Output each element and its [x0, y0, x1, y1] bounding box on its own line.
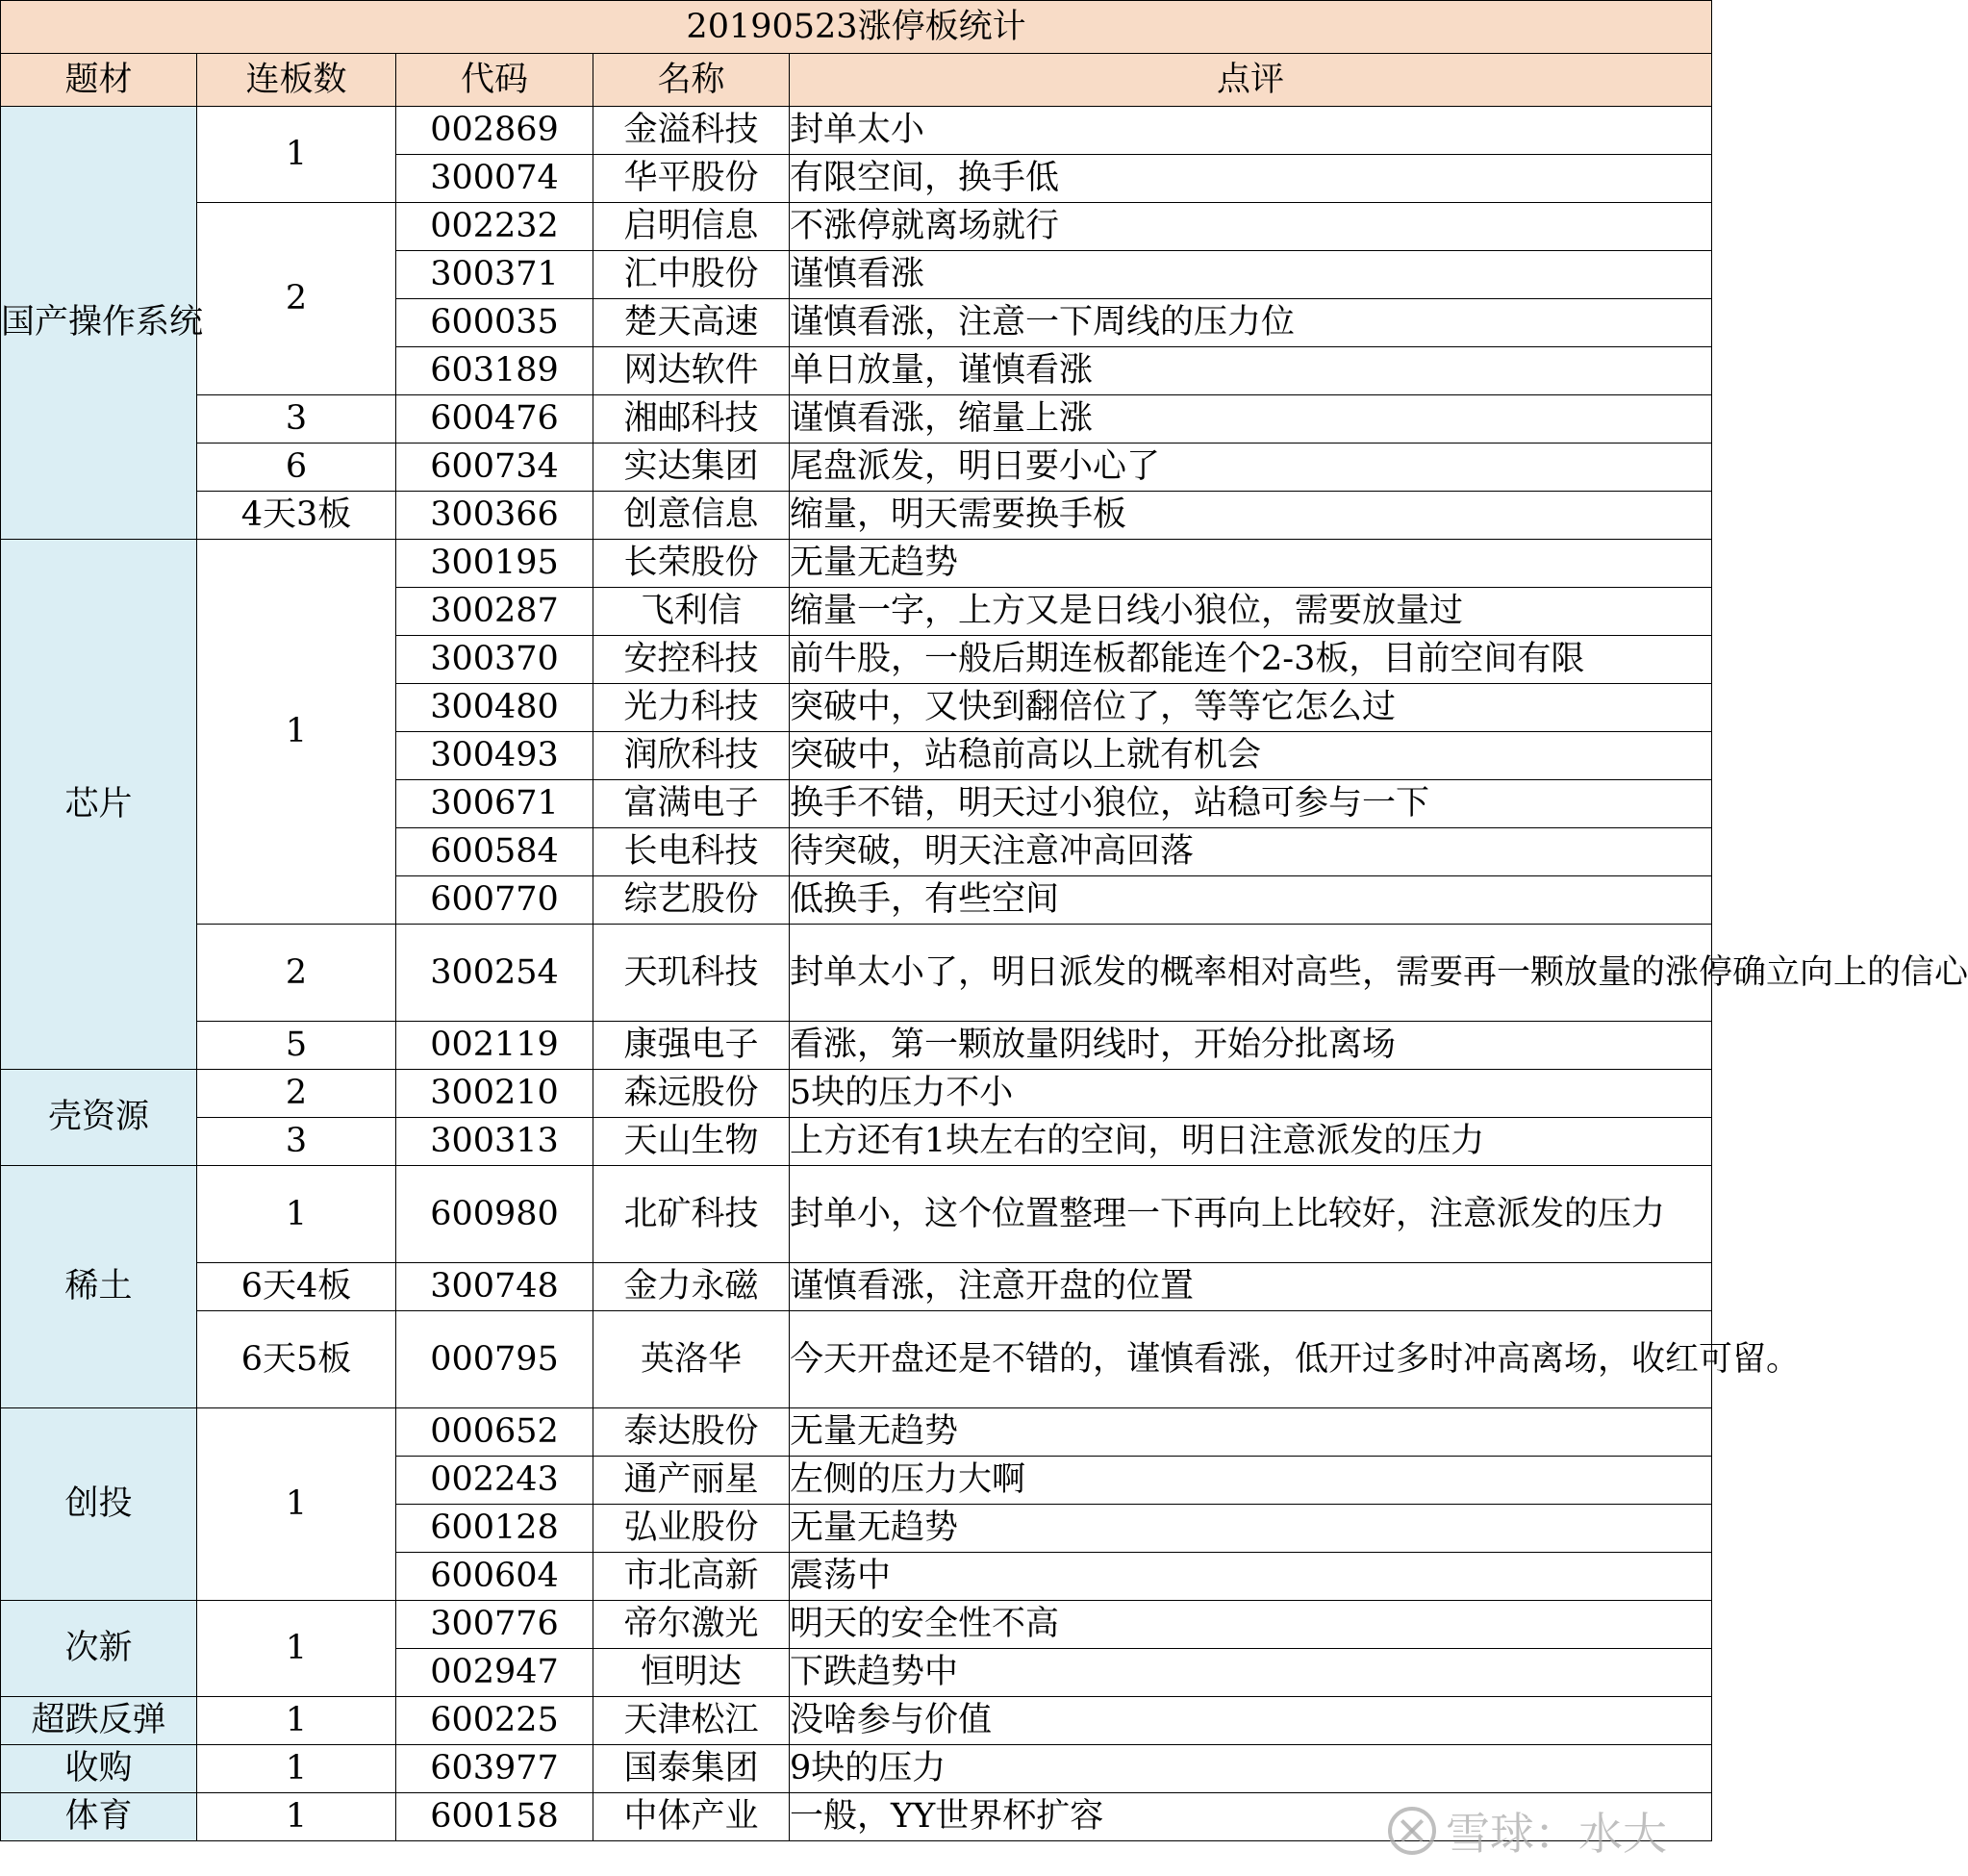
comment-cell: 突破中，站稳前高以上就有机会: [790, 732, 1712, 780]
boards-cell: 6天5板: [197, 1311, 396, 1408]
comment-cell: 缩量一字，上方又是日线小狼位，需要放量过: [790, 588, 1712, 636]
code-cell: 300671: [396, 780, 593, 828]
name-cell: 北矿科技: [593, 1166, 790, 1263]
table-row: [1, 444, 1712, 492]
comment-cell: 换手不错，明天过小狼位，站稳可参与一下: [790, 780, 1712, 828]
header-code: 代码: [396, 54, 593, 107]
comment-cell: 谨慎看涨，缩量上涨: [790, 395, 1712, 444]
comment-cell: 无量无趋势: [790, 1505, 1712, 1553]
boards-cell: 5: [197, 1022, 396, 1070]
code-cell: 600158: [396, 1793, 593, 1841]
name-cell: 长电科技: [593, 828, 790, 876]
table-row: [1, 1601, 1712, 1649]
code-cell: 000652: [396, 1408, 593, 1457]
code-cell: 300493: [396, 732, 593, 780]
table-row: [1, 1793, 1712, 1841]
table-row: [1, 1311, 1712, 1408]
boards-cell: 3: [197, 1118, 396, 1166]
name-cell: 湘邮科技: [593, 395, 790, 444]
code-cell: 300480: [396, 684, 593, 732]
comment-cell: 谨慎看涨，注意一下周线的压力位: [790, 299, 1712, 347]
name-cell: 帝尔激光: [593, 1601, 790, 1649]
name-cell: 国泰集团: [593, 1745, 790, 1793]
code-cell: 600584: [396, 828, 593, 876]
theme-cell: 体育: [1, 1793, 197, 1841]
table-row: [1, 1745, 1712, 1793]
boards-cell: 1: [197, 107, 396, 203]
comment-cell: 无量无趋势: [790, 540, 1712, 588]
table-row: [1, 1697, 1712, 1745]
table-row: [1, 1022, 1712, 1070]
table-row: [1, 492, 1712, 540]
comment-cell: 今天开盘还是不错的，谨慎看涨，低开过多时冲高离场，收红可留。: [790, 1311, 1712, 1408]
name-cell: 康强电子: [593, 1022, 790, 1070]
name-cell: 金溢科技: [593, 107, 790, 155]
boards-cell: 1: [197, 1697, 396, 1745]
table-row: [1, 925, 1712, 1022]
code-cell: 300313: [396, 1118, 593, 1166]
table-row: [1, 1263, 1712, 1311]
theme-cell: 芯片: [1, 540, 197, 1070]
code-cell: 600035: [396, 299, 593, 347]
name-cell: 英洛华: [593, 1311, 790, 1408]
code-cell: 002869: [396, 107, 593, 155]
theme-cell: 稀土: [1, 1166, 197, 1408]
boards-cell: 1: [197, 1408, 396, 1601]
comment-cell: 下跌趋势中: [790, 1649, 1712, 1697]
code-cell: 300210: [396, 1070, 593, 1118]
code-cell: 603977: [396, 1745, 593, 1793]
header-theme: 题材: [1, 54, 197, 107]
name-cell: 恒明达: [593, 1649, 790, 1697]
comment-cell: 前牛股，一般后期连板都能连个2-3板，目前空间有限: [790, 636, 1712, 684]
header-comment: 点评: [790, 54, 1712, 107]
name-cell: 天津松江: [593, 1697, 790, 1745]
boards-cell: 2: [197, 1070, 396, 1118]
header-row: [1, 54, 1712, 107]
table-row: [1, 1408, 1712, 1457]
header-boards: 连板数: [197, 54, 396, 107]
code-cell: 600980: [396, 1166, 593, 1263]
comment-cell: 看涨，第一颗放量阴线时，开始分批离场: [790, 1022, 1712, 1070]
name-cell: 飞利信: [593, 588, 790, 636]
table-row: [1, 1118, 1712, 1166]
theme-cell: 收购: [1, 1745, 197, 1793]
comment-cell: 封单小，这个位置整理一下再向上比较好，注意派发的压力: [790, 1166, 1712, 1263]
name-cell: 华平股份: [593, 155, 790, 203]
theme-cell: 创投: [1, 1408, 197, 1601]
boards-cell: 1: [197, 1601, 396, 1697]
name-cell: 市北高新: [593, 1553, 790, 1601]
name-cell: 天山生物: [593, 1118, 790, 1166]
comment-cell: 封单太小了，明日派发的概率相对高些，需要再一颗放量的涨停确立向上的信心: [790, 925, 1712, 1022]
comment-cell: 9块的压力: [790, 1745, 1712, 1793]
name-cell: 泰达股份: [593, 1408, 790, 1457]
name-cell: 启明信息: [593, 203, 790, 251]
boards-cell: 1: [197, 1166, 396, 1263]
name-cell: 创意信息: [593, 492, 790, 540]
code-cell: 300370: [396, 636, 593, 684]
name-cell: 弘业股份: [593, 1505, 790, 1553]
name-cell: 综艺股份: [593, 876, 790, 925]
boards-cell: 1: [197, 1745, 396, 1793]
boards-cell: 3: [197, 395, 396, 444]
table-row: [1, 395, 1712, 444]
code-cell: 300371: [396, 251, 593, 299]
table-row: [1, 1166, 1712, 1263]
comment-cell: 震荡中: [790, 1553, 1712, 1601]
comment-cell: 谨慎看涨: [790, 251, 1712, 299]
comment-cell: 无量无趋势: [790, 1408, 1712, 1457]
comment-cell: 不涨停就离场就行: [790, 203, 1712, 251]
name-cell: 汇中股份: [593, 251, 790, 299]
code-cell: 002947: [396, 1649, 593, 1697]
comment-cell: 明天的安全性不高: [790, 1601, 1712, 1649]
boards-cell: 1: [197, 540, 396, 925]
comment-cell: 没啥参与价值: [790, 1697, 1712, 1745]
comment-cell: 待突破，明天注意冲高回落: [790, 828, 1712, 876]
code-cell: 600770: [396, 876, 593, 925]
name-cell: 楚天高速: [593, 299, 790, 347]
code-cell: 002232: [396, 203, 593, 251]
comment-cell: 尾盘派发，明日要小心了: [790, 444, 1712, 492]
code-cell: 000795: [396, 1311, 593, 1408]
comment-cell: 单日放量，谨慎看涨: [790, 347, 1712, 395]
code-cell: 300287: [396, 588, 593, 636]
code-cell: 300776: [396, 1601, 593, 1649]
name-cell: 润欣科技: [593, 732, 790, 780]
comment-cell: 缩量，明天需要换手板: [790, 492, 1712, 540]
title-row: [1, 1, 1712, 54]
header-name: 名称: [593, 54, 790, 107]
boards-cell: 6: [197, 444, 396, 492]
name-cell: 实达集团: [593, 444, 790, 492]
code-cell: 600604: [396, 1553, 593, 1601]
table-title: 20190523涨停板统计: [1, 1, 1712, 54]
name-cell: 长荣股份: [593, 540, 790, 588]
boards-cell: 2: [197, 203, 396, 395]
theme-cell: 次新: [1, 1601, 197, 1697]
code-cell: 300748: [396, 1263, 593, 1311]
code-cell: 300254: [396, 925, 593, 1022]
comment-cell: 低换手，有些空间: [790, 876, 1712, 925]
code-cell: 300074: [396, 155, 593, 203]
table-row: [1, 107, 1712, 155]
theme-cell: 壳资源: [1, 1070, 197, 1166]
name-cell: 中体产业: [593, 1793, 790, 1841]
theme-cell: 超跌反弹: [1, 1697, 197, 1745]
comment-cell: 谨慎看涨，注意开盘的位置: [790, 1263, 1712, 1311]
comment-cell: 5块的压力不小: [790, 1070, 1712, 1118]
watermark-text: 雪球：水大: [1446, 1808, 1667, 1860]
theme-cell: 国产操作系统: [1, 107, 197, 540]
code-cell: 600225: [396, 1697, 593, 1745]
boards-cell: 1: [197, 1793, 396, 1841]
comment-cell: 有限空间，换手低: [790, 155, 1712, 203]
comment-cell: 封单太小: [790, 107, 1712, 155]
name-cell: 金力永磁: [593, 1263, 790, 1311]
code-cell: 300195: [396, 540, 593, 588]
comment-cell: 上方还有1块左右的空间，明日注意派发的压力: [790, 1118, 1712, 1166]
code-cell: 600128: [396, 1505, 593, 1553]
name-cell: 安控科技: [593, 636, 790, 684]
table-row: [1, 540, 1712, 588]
name-cell: 森远股份: [593, 1070, 790, 1118]
code-cell: 603189: [396, 347, 593, 395]
comment-cell: 一般，YY世界杯扩容: [790, 1793, 1712, 1841]
code-cell: 300366: [396, 492, 593, 540]
table-row: [1, 1070, 1712, 1118]
code-cell: 002243: [396, 1457, 593, 1505]
comment-cell: 突破中，又快到翻倍位了，等等它怎么过: [790, 684, 1712, 732]
name-cell: 光力科技: [593, 684, 790, 732]
name-cell: 通产丽星: [593, 1457, 790, 1505]
code-cell: 600476: [396, 395, 593, 444]
boards-cell: 4天3板: [197, 492, 396, 540]
boards-cell: 6天4板: [197, 1263, 396, 1311]
name-cell: 网达软件: [593, 347, 790, 395]
name-cell: 富满电子: [593, 780, 790, 828]
table-row: [1, 203, 1712, 251]
code-cell: 002119: [396, 1022, 593, 1070]
code-cell: 600734: [396, 444, 593, 492]
comment-cell: 左侧的压力大啊: [790, 1457, 1712, 1505]
name-cell: 天玑科技: [593, 925, 790, 1022]
boards-cell: 2: [197, 925, 396, 1022]
